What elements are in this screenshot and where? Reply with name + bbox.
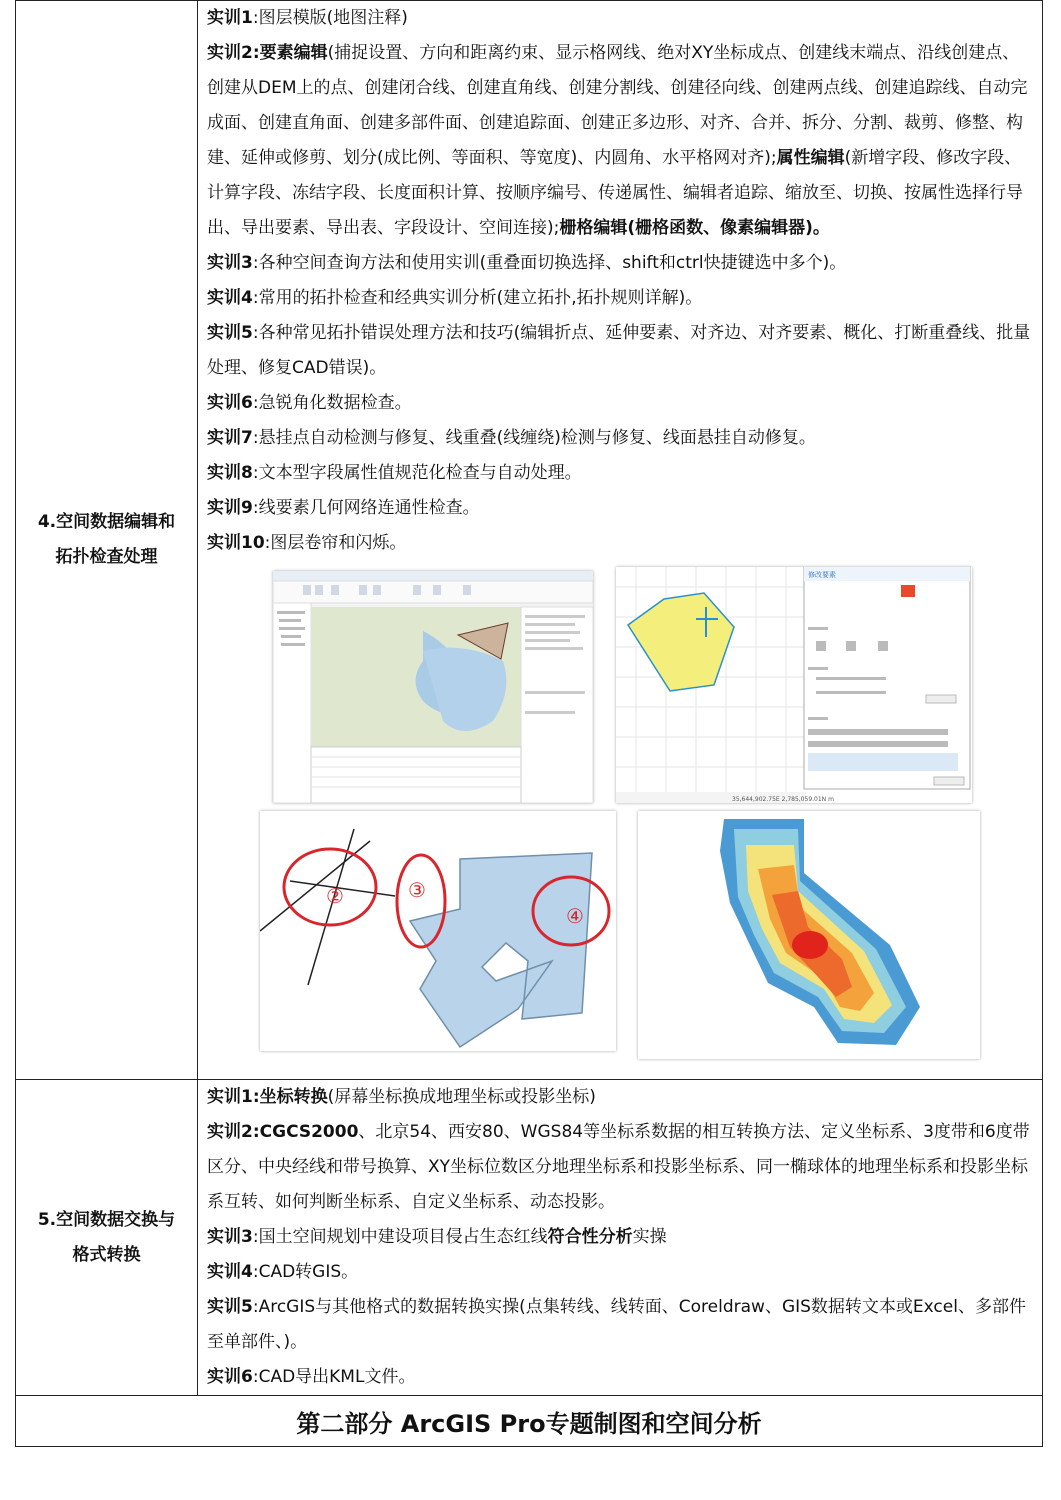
training-label: 实训2: (207, 1122, 260, 1142)
training-label: 实训5 (207, 323, 253, 343)
training-label: 实训3 (207, 1227, 253, 1247)
training-item (207, 1255, 1034, 1290)
section-5-content (198, 1080, 1043, 1396)
training-label: 实训9 (207, 498, 253, 518)
training-text: :CAD转GIS。 (252, 1262, 359, 1282)
training-label: 实训1: (207, 1087, 260, 1107)
training-label: 实训10 (207, 533, 265, 553)
training-item (207, 1080, 1034, 1115)
training-bold: 属性编辑 (776, 148, 845, 168)
training-text: (新增字段、修改字段、计算字段、冻结字段、长度面积计算、按顺序编号、传递属性、编辑者追踪、缩放至、切换、按属性选择行导出、导出要素、导出表、字段设计、空间连接); (207, 148, 1023, 238)
training-bold: 符合性分析 (547, 1227, 633, 1247)
error-marker-4: ④ (566, 904, 584, 928)
training-text: 、北京54、西安80、WGS84等坐标系数据的相互转换方法、定义坐标系、3度带和6度带区分、中央经线和带号换算、XY坐标位数区分地理坐标系和投影坐标系、同一椭球体的地理坐标系和投影坐标系互转、如何判断坐标系、自定义坐标系、动态投影。 (207, 1122, 1030, 1212)
training-item (207, 316, 1034, 386)
training-text: 实操 (632, 1227, 667, 1247)
california-heatmap-illustration (638, 811, 980, 1059)
training-label: 实训6 (207, 1367, 253, 1387)
training-label: 实训8 (207, 463, 253, 483)
training-bold: 坐标转换 (259, 1087, 328, 1107)
training-text: :悬挂点自动检测与修复、线重叠(线缠绕)检测与修复、线面悬挂自动修复。 (252, 428, 816, 448)
topology-errors-image (260, 811, 616, 1051)
error-marker-3: ③ (408, 878, 426, 902)
polygon-edit-image (616, 567, 972, 803)
training-text: (屏幕坐标换成地理坐标或投影坐标) (327, 1087, 596, 1107)
training-label: 实训2: (207, 43, 260, 63)
training-text: :常用的拓扑检查和经典实训分析(建立拓扑,拓扑规则详解)。 (252, 288, 703, 308)
training-bold: CGCS2000 (259, 1122, 359, 1142)
section-title-line: 5.空间数据交换与 (37, 1209, 176, 1230)
training-item (207, 1115, 1034, 1220)
panel-title: 修改要素 (808, 571, 836, 579)
training-text: :国土空间规划中建设项目侵占生态红线 (252, 1227, 548, 1247)
training-text: :急锐角化数据检查。 (252, 393, 412, 413)
section-5-title (16, 1080, 198, 1396)
training-item (207, 1360, 1034, 1395)
section-title-line: 4.空间数据编辑和 (37, 512, 176, 532)
modify-features-screenshot (616, 567, 972, 803)
training-label: 实训6 (207, 393, 253, 413)
topology-errors-illustration (260, 811, 616, 1051)
training-text: :图层模版(地图注释) (252, 8, 408, 28)
section-4-title (16, 1, 198, 1080)
training-label: 实训5 (207, 1297, 253, 1317)
training-text: :文本型字段属性值规范化检查与自动处理。 (252, 463, 582, 483)
training-item (207, 1, 1034, 36)
part-two-heading: 第二部分 ArcGIS Pro专题制图和空间分析 (16, 1396, 1043, 1447)
arcgis-pro-screenshot (273, 571, 593, 803)
coordinate-readout: 35,644,902.75E 2,785,059.01N m (732, 796, 834, 803)
section-4-row (16, 1, 1043, 1080)
part-two-row (16, 1396, 1043, 1447)
training-item (207, 246, 1034, 281)
section-4-content (198, 1, 1043, 1080)
training-item (207, 1220, 1034, 1255)
illustration-grid (198, 567, 1034, 1079)
training-item (207, 281, 1034, 316)
training-text: :线要素几何网络连通性检查。 (252, 498, 480, 518)
training-item (207, 491, 1034, 526)
training-bold: 要素编辑 (259, 43, 328, 63)
training-item (207, 421, 1034, 456)
error-marker-2: ② (326, 884, 344, 908)
training-item (207, 36, 1034, 246)
section-title-line: 拓扑检查处理 (55, 547, 158, 567)
training-label: 实训1 (207, 8, 253, 28)
california-heatmap-image (638, 811, 980, 1059)
training-bold: 栅格编辑(栅格函数、像素编辑器)。 (559, 218, 830, 238)
training-label: 实训7 (207, 428, 253, 448)
training-text: :ArcGIS与其他格式的数据转换实操(点集转线、线转面、Coreldraw、GIS数据转文本或Excel、多部件至单部件、)。 (207, 1297, 1026, 1352)
training-text: :CAD导出KML文件。 (252, 1367, 416, 1387)
training-label: 实训4 (207, 288, 253, 308)
training-text: :各种常见拓扑错误处理方法和技巧(编辑折点、延伸要素、对齐边、对齐要素、概化、打断重叠线、批量处理、修复CAD错误)。 (207, 323, 1031, 378)
arcgis-pro-window-image (273, 571, 593, 803)
section-title-line: 格式转换 (72, 1244, 141, 1265)
training-item (207, 1290, 1034, 1360)
training-item (207, 456, 1034, 491)
training-text: :图层卷帘和闪烁。 (264, 533, 407, 553)
training-item (207, 386, 1034, 421)
training-text: (捕捉设置、方向和距离约束、显示格网线、绝对XY坐标成点、创建线末端点、沿线创建点、创建从DEM上的点、创建闭合线、创建直角线、创建分割线、创建径向线、创建两点线、创建追踪线、自动完成面、创建直角面、创建多部件面、创建追踪面、创建正多边形、对齐、合并、拆分、分割、裁剪、修整、构建、延伸或修剪、划分(成比例、等面积、等宽度)、内圆角、水平格网对齐); (207, 43, 1028, 168)
training-item (207, 526, 1034, 561)
training-text: :各种空间查询方法和使用实训(重叠面切换选择、shift和ctrl快捷键选中多个)。 (252, 253, 847, 273)
course-table (15, 0, 1043, 1447)
section-5-row (16, 1080, 1043, 1396)
training-label: 实训4 (207, 1262, 253, 1282)
training-label: 实训3 (207, 253, 253, 273)
